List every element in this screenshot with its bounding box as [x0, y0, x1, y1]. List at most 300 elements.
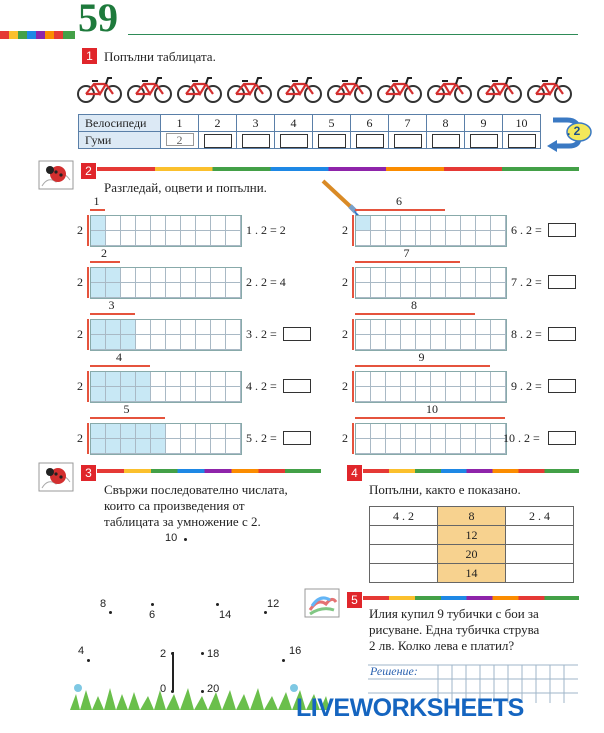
grid-cell[interactable]: [166, 424, 181, 439]
column-count-label: 4: [116, 350, 122, 364]
grid-cell[interactable]: [196, 216, 211, 231]
grid-cell[interactable]: [446, 372, 461, 387]
grid-cell[interactable]: [416, 216, 431, 231]
grid-cell[interactable]: [461, 268, 476, 283]
grid-cell[interactable]: [136, 424, 151, 439]
grid-cell[interactable]: [356, 268, 371, 283]
grid-cell[interactable]: [226, 372, 241, 387]
grid-cell[interactable]: [106, 283, 121, 298]
dot[interactable]: [264, 611, 267, 614]
bicycle-icon: [76, 74, 123, 104]
coloring-grid[interactable]: [355, 319, 507, 351]
grid-cell[interactable]: [196, 231, 211, 246]
grid-cell[interactable]: [446, 424, 461, 439]
grid-cell[interactable]: [226, 216, 241, 231]
grid-cell[interactable]: [196, 372, 211, 387]
grid-cell[interactable]: [446, 216, 461, 231]
grid-cell[interactable]: [401, 268, 416, 283]
answer-cell[interactable]: [370, 545, 438, 564]
grid-cell[interactable]: [136, 216, 151, 231]
grid-cell[interactable]: [476, 320, 491, 335]
grid-cell[interactable]: [121, 372, 136, 387]
grid-cell[interactable]: [386, 372, 401, 387]
grid-cell[interactable]: [371, 424, 386, 439]
bike-num: 8: [427, 115, 465, 132]
grid-cell[interactable]: [371, 387, 386, 402]
grid-cell[interactable]: [121, 216, 136, 231]
coloring-grid[interactable]: [355, 371, 507, 403]
task3-line1: Свържи последователно числата,: [104, 482, 288, 497]
watermark-text: LIVEWORKSHEETS: [296, 694, 524, 722]
grid-cell[interactable]: [181, 320, 196, 335]
grid-cell[interactable]: [431, 216, 446, 231]
grid-cell[interactable]: [356, 372, 371, 387]
grid-cell[interactable]: [181, 372, 196, 387]
paintbrush-icon: [320, 178, 362, 218]
length-marker-line: [90, 313, 135, 315]
grid-cell[interactable]: [476, 216, 491, 231]
grid-cell[interactable]: [181, 216, 196, 231]
grid-cell[interactable]: [461, 439, 476, 454]
grid-cell[interactable]: [136, 283, 151, 298]
grid-cell[interactable]: [476, 424, 491, 439]
column-count-label: 8: [411, 298, 417, 312]
grid-cell[interactable]: [121, 424, 136, 439]
answer-box[interactable]: [548, 379, 576, 393]
task3-line2: които са произведения от: [104, 498, 245, 513]
answer-box[interactable]: [548, 327, 576, 341]
grid-cell[interactable]: [166, 335, 181, 350]
dot-label: 2: [160, 648, 167, 660]
grid-cell[interactable]: [416, 231, 431, 246]
grid-cell[interactable]: [371, 231, 386, 246]
task3-number: 3: [81, 465, 96, 481]
answer-cell[interactable]: [506, 545, 574, 564]
grid-cell[interactable]: [166, 372, 181, 387]
grid-cell[interactable]: [401, 283, 416, 298]
grid-cell[interactable]: [386, 268, 401, 283]
grid-cell[interactable]: [416, 424, 431, 439]
grid-cell[interactable]: [356, 216, 371, 231]
grid-cell[interactable]: [356, 439, 371, 454]
dot-label: 14: [219, 609, 232, 621]
bicycle-icon: [276, 74, 323, 104]
column-count-label: 7: [403, 246, 410, 260]
grid-cell[interactable]: [166, 216, 181, 231]
grid-cell[interactable]: [491, 372, 506, 387]
grid-cell[interactable]: [196, 320, 211, 335]
bike-num: 2: [199, 115, 237, 132]
bicycle-row: [76, 74, 573, 104]
answer-cell[interactable]: [506, 564, 574, 583]
grid-cell[interactable]: [151, 320, 166, 335]
grid-cell[interactable]: [106, 335, 121, 350]
grid-cell[interactable]: [121, 387, 136, 402]
grid-cell[interactable]: [91, 424, 106, 439]
bicycle-icon: [326, 74, 373, 104]
dot[interactable]: [151, 603, 154, 606]
answer-box[interactable]: [283, 379, 311, 393]
grid-cell[interactable]: [211, 335, 226, 350]
grid-cell[interactable]: [371, 439, 386, 454]
tire-answer-box[interactable]: [204, 134, 232, 148]
coloring-grid[interactable]: [90, 423, 242, 455]
grid-cell[interactable]: [151, 387, 166, 402]
grid-cell[interactable]: [401, 424, 416, 439]
column-count-label: 3: [108, 298, 115, 312]
grid-cell[interactable]: [226, 387, 241, 402]
dot[interactable]: [109, 611, 112, 614]
row-marker-line: [352, 215, 354, 246]
grid-cell[interactable]: [181, 268, 196, 283]
grid-cell[interactable]: [356, 387, 371, 402]
grid-cell[interactable]: [431, 439, 446, 454]
grid-cell[interactable]: [356, 424, 371, 439]
grid-cell[interactable]: [461, 424, 476, 439]
dot-label: 16: [289, 645, 302, 657]
coloring-grid[interactable]: [90, 319, 242, 351]
grid-cell[interactable]: [401, 320, 416, 335]
row-marker-line: [87, 371, 89, 402]
dot[interactable]: [201, 652, 204, 655]
grid-cell[interactable]: [121, 283, 136, 298]
grid-cell[interactable]: [386, 231, 401, 246]
tire-answer-box[interactable]: [508, 134, 536, 148]
tire-answer-box[interactable]: [318, 134, 346, 148]
header-cell: 2 . 4: [506, 507, 574, 526]
grid-cell[interactable]: [476, 335, 491, 350]
grid-cell[interactable]: [446, 335, 461, 350]
grid-cell[interactable]: [371, 335, 386, 350]
grid-cell[interactable]: [106, 424, 121, 439]
multiplication-equation: 4 . 2 =: [246, 379, 277, 393]
task2-rainbow-bar: [97, 167, 579, 171]
grid-cell[interactable]: [461, 335, 476, 350]
length-marker-line: [90, 209, 105, 211]
grid-cell[interactable]: [181, 335, 196, 350]
grid-cell[interactable]: [446, 231, 461, 246]
grid-cell[interactable]: [196, 283, 211, 298]
grid-cell[interactable]: [196, 387, 211, 402]
grid-cell[interactable]: [401, 387, 416, 402]
grid-cell[interactable]: [431, 335, 446, 350]
grid-cell[interactable]: [211, 216, 226, 231]
coloring-grid[interactable]: [355, 267, 507, 299]
grid-cell[interactable]: [491, 320, 506, 335]
grid-cell[interactable]: [401, 231, 416, 246]
grid-cell[interactable]: [91, 216, 106, 231]
grid-cell[interactable]: [446, 268, 461, 283]
grid-cell[interactable]: [136, 320, 151, 335]
grid-cell[interactable]: [476, 283, 491, 298]
multiplication-table: [369, 506, 574, 583]
dot[interactable]: [184, 538, 187, 541]
grid-cell[interactable]: [446, 320, 461, 335]
grid-cell[interactable]: [416, 320, 431, 335]
bicycle-icon: [126, 74, 173, 104]
grid-cell[interactable]: [106, 372, 121, 387]
grid-cell[interactable]: [386, 387, 401, 402]
grid-cell[interactable]: [226, 335, 241, 350]
grid-cell[interactable]: [121, 268, 136, 283]
row-tires-label: Гуми: [79, 132, 161, 149]
grid-cell[interactable]: [356, 283, 371, 298]
grid-cell[interactable]: [166, 231, 181, 246]
answer-box[interactable]: [548, 431, 576, 445]
grid-cell[interactable]: [121, 335, 136, 350]
grid-cell[interactable]: [181, 231, 196, 246]
grid-cell[interactable]: [151, 268, 166, 283]
grid-cell[interactable]: [416, 439, 431, 454]
value-cell: 12: [438, 526, 506, 545]
bike-num: 7: [389, 115, 427, 132]
column-count-label: 5: [123, 402, 130, 416]
grid-cell[interactable]: [461, 387, 476, 402]
header-cell: 8: [438, 507, 506, 526]
grid-cell[interactable]: [91, 439, 106, 454]
grid-cell[interactable]: [151, 283, 166, 298]
grid-cell[interactable]: [386, 439, 401, 454]
length-marker-line: [355, 209, 445, 211]
multiplication-equation: 9 . 2 =: [511, 379, 542, 393]
grid-cell[interactable]: [446, 283, 461, 298]
grid-cell[interactable]: [91, 320, 106, 335]
answer-cell[interactable]: [370, 526, 438, 545]
grid-cell[interactable]: [491, 216, 506, 231]
grid-cell[interactable]: [91, 268, 106, 283]
grid-cell[interactable]: [416, 372, 431, 387]
answer-box[interactable]: [283, 431, 311, 445]
grid-cell[interactable]: [416, 387, 431, 402]
answer-box[interactable]: [548, 275, 576, 289]
liveworksheets-logo: [296, 694, 524, 723]
dot-label: 4: [78, 645, 85, 657]
grid-cell[interactable]: [166, 283, 181, 298]
tire-cell: [161, 132, 199, 149]
bike-num: 10: [503, 115, 541, 132]
grid-cell[interactable]: [91, 231, 106, 246]
grid-cell[interactable]: [166, 439, 181, 454]
dot[interactable]: [87, 659, 90, 662]
length-marker-line: [355, 365, 490, 367]
header-cell: 4 . 2: [370, 507, 438, 526]
bicycle-icon: [176, 74, 223, 104]
grid-cell[interactable]: [226, 268, 241, 283]
task3-rainbow-bar: [97, 469, 321, 473]
tire-answer-box[interactable]: [394, 134, 422, 148]
grid-cell[interactable]: [106, 268, 121, 283]
grid-cell[interactable]: [151, 439, 166, 454]
grid-cell[interactable]: [386, 335, 401, 350]
tire-answer-box[interactable]: [242, 134, 270, 148]
grid-cell[interactable]: [196, 439, 211, 454]
grid-cell[interactable]: [431, 424, 446, 439]
grid-cell[interactable]: [416, 335, 431, 350]
grid-cell[interactable]: [461, 283, 476, 298]
grid-cell[interactable]: [461, 320, 476, 335]
grid-cell[interactable]: [476, 387, 491, 402]
grid-cell[interactable]: [476, 439, 491, 454]
grid-cell[interactable]: [121, 320, 136, 335]
coloring-grid[interactable]: [355, 423, 507, 455]
grid-cell[interactable]: [166, 320, 181, 335]
grid-cell[interactable]: [491, 268, 506, 283]
bike-num: 6: [351, 115, 389, 132]
grid-cell[interactable]: [196, 335, 211, 350]
grid-cell[interactable]: [181, 439, 196, 454]
tire-answer-box[interactable]: [356, 134, 384, 148]
length-marker-line: [355, 261, 460, 263]
grid-cell[interactable]: [91, 283, 106, 298]
grid-cell[interactable]: [136, 439, 151, 454]
grid-cell[interactable]: [371, 320, 386, 335]
bicycle-icon: [526, 74, 573, 104]
grid-cell[interactable]: [211, 424, 226, 439]
grid-cell[interactable]: [431, 320, 446, 335]
grid-cell[interactable]: [416, 268, 431, 283]
grid-cell[interactable]: [401, 216, 416, 231]
grid-cell[interactable]: [136, 387, 151, 402]
grid-cell[interactable]: [211, 268, 226, 283]
grid-cell[interactable]: [431, 387, 446, 402]
dot-label: 12: [267, 598, 280, 610]
grid-cell[interactable]: [386, 283, 401, 298]
coloring-grid[interactable]: [90, 371, 242, 403]
multiplication-equation: 7 . 2 =: [511, 275, 542, 289]
coloring-grid[interactable]: [355, 215, 507, 247]
grid-cell[interactable]: [371, 268, 386, 283]
grid-cell[interactable]: [151, 372, 166, 387]
grid-cell[interactable]: [106, 439, 121, 454]
dot[interactable]: [216, 603, 219, 606]
dot-label: 18: [207, 648, 220, 660]
dot[interactable]: [282, 659, 285, 662]
grid-cell[interactable]: [386, 216, 401, 231]
grid-cell[interactable]: [181, 387, 196, 402]
grid-cell[interactable]: [401, 439, 416, 454]
grid-cell[interactable]: [491, 283, 506, 298]
grid-cell[interactable]: [91, 335, 106, 350]
grid-cell[interactable]: [476, 372, 491, 387]
task4-number: 4: [347, 465, 362, 481]
multiplication-equation: 2 . 2 = 4: [246, 275, 286, 289]
grid-cell[interactable]: [401, 335, 416, 350]
grid-cell[interactable]: [226, 320, 241, 335]
grid-cell[interactable]: [431, 283, 446, 298]
grid-cell[interactable]: [491, 335, 506, 350]
grid-cell[interactable]: [211, 231, 226, 246]
grid-cell[interactable]: [136, 335, 151, 350]
grid-cell[interactable]: [446, 387, 461, 402]
row-count-label: 2: [77, 275, 83, 289]
task2-number: 2: [81, 163, 96, 179]
grid-cell[interactable]: [491, 231, 506, 246]
grid-cell[interactable]: [106, 216, 121, 231]
answer-cell[interactable]: [506, 526, 574, 545]
ladybug-icon: [38, 462, 74, 492]
bike-num: 1: [161, 115, 199, 132]
tire-answer-given: 2: [166, 133, 194, 146]
grid-cell[interactable]: [461, 372, 476, 387]
row-marker-line: [352, 319, 354, 350]
tire-answer-box[interactable]: [470, 134, 498, 148]
answer-box[interactable]: [548, 223, 576, 237]
grid-cell[interactable]: [211, 283, 226, 298]
grid-cell[interactable]: [151, 335, 166, 350]
row-count-label: 2: [342, 275, 348, 289]
grid-cell[interactable]: [151, 424, 166, 439]
grid-cell[interactable]: [461, 216, 476, 231]
grid-cell[interactable]: [226, 439, 241, 454]
grid-cell[interactable]: [106, 231, 121, 246]
tire-answer-box[interactable]: [432, 134, 460, 148]
coloring-grid[interactable]: [90, 267, 242, 299]
grid-cell[interactable]: [166, 268, 181, 283]
grid-cell[interactable]: [136, 231, 151, 246]
grid-cell[interactable]: [196, 268, 211, 283]
grid-cell[interactable]: [356, 335, 371, 350]
grid-cell[interactable]: [196, 424, 211, 439]
answer-cell[interactable]: [370, 564, 438, 583]
grid-cell[interactable]: [166, 387, 181, 402]
grid-cell[interactable]: [106, 387, 121, 402]
grid-cell[interactable]: [386, 320, 401, 335]
answer-box[interactable]: [283, 327, 311, 341]
grid-cell[interactable]: [476, 231, 491, 246]
grid-cell[interactable]: [416, 283, 431, 298]
grid-cell[interactable]: [431, 231, 446, 246]
grid-cell[interactable]: [151, 231, 166, 246]
task5-line1: Илия купил 9 тубички с бои за: [369, 606, 539, 621]
grid-cell[interactable]: [91, 387, 106, 402]
grid-cell[interactable]: [226, 424, 241, 439]
grid-cell[interactable]: [91, 372, 106, 387]
grid-cell[interactable]: [181, 424, 196, 439]
grid-cell[interactable]: [211, 387, 226, 402]
row-count-label: 2: [342, 379, 348, 393]
grid-cell[interactable]: [461, 231, 476, 246]
grid-cell[interactable]: [151, 216, 166, 231]
grid-cell[interactable]: [386, 424, 401, 439]
grid-cell[interactable]: [431, 268, 446, 283]
coloring-grid[interactable]: [90, 215, 242, 247]
grid-cell[interactable]: [121, 439, 136, 454]
column-count-label: 10: [426, 402, 438, 416]
grid-cell[interactable]: [446, 439, 461, 454]
grid-cell[interactable]: [371, 372, 386, 387]
grid-cell[interactable]: [181, 283, 196, 298]
grid-cell[interactable]: [121, 231, 136, 246]
grid-cell[interactable]: [211, 372, 226, 387]
length-marker-line: [355, 417, 505, 419]
grid-cell[interactable]: [136, 268, 151, 283]
grid-cell[interactable]: [371, 216, 386, 231]
grid-cell[interactable]: [211, 320, 226, 335]
grid-cell[interactable]: [371, 283, 386, 298]
grid-cell[interactable]: [226, 231, 241, 246]
grid-cell[interactable]: [476, 268, 491, 283]
grid-cell[interactable]: [356, 320, 371, 335]
grid-cell[interactable]: [136, 372, 151, 387]
grid-cell[interactable]: [106, 320, 121, 335]
grid-cell[interactable]: [491, 387, 506, 402]
grid-cell[interactable]: [431, 372, 446, 387]
grid-cell[interactable]: [211, 439, 226, 454]
tire-answer-box[interactable]: [280, 134, 308, 148]
grid-cell[interactable]: [226, 283, 241, 298]
grid-cell[interactable]: [401, 372, 416, 387]
grid-cell[interactable]: [356, 231, 371, 246]
